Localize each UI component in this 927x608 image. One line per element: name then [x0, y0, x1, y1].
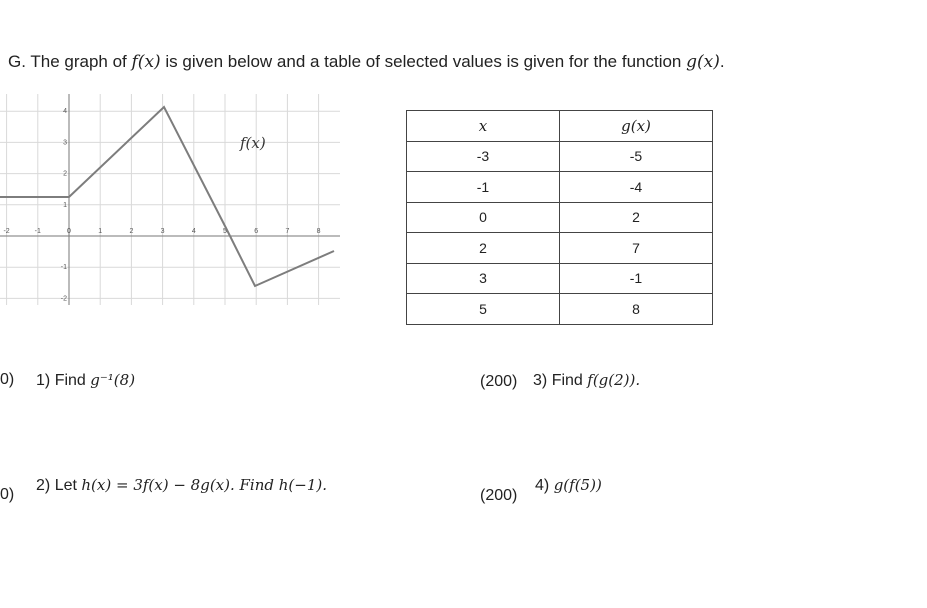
fx-label: f(x) — [240, 134, 266, 152]
fx-line — [0, 107, 334, 286]
header-text-a: The graph of — [30, 52, 127, 71]
problem-header — [8, 52, 725, 72]
x-cell: -1 — [407, 172, 560, 203]
question-1 — [36, 371, 135, 390]
x-tick-label: 4 — [191, 228, 196, 235]
table-header-row — [407, 111, 713, 142]
x-tick-label: 6 — [254, 228, 259, 235]
table-row — [407, 172, 713, 203]
q3-text: Find — [551, 372, 583, 389]
q1-points: 0) — [0, 371, 15, 388]
table-row — [407, 294, 713, 325]
q2-points: 0) — [0, 486, 15, 503]
g-values-table — [406, 110, 713, 325]
gx-cell: 8 — [560, 294, 713, 325]
x-tick-label: -1 — [34, 228, 41, 235]
y-tick-label: 3 — [63, 139, 67, 147]
x-cell: -3 — [407, 141, 560, 172]
x-tick-label: 3 — [160, 228, 165, 235]
table-row — [407, 202, 713, 233]
question-2 — [36, 476, 327, 495]
q4-expr: g(f(5)) — [553, 476, 602, 494]
question-3 — [533, 371, 640, 390]
x-cell: 3 — [407, 263, 560, 294]
q3-points: (200) — [480, 373, 518, 390]
fx-graph — [0, 92, 340, 307]
q1-number: 1) — [36, 372, 51, 389]
question-4 — [535, 476, 602, 495]
header-text-b: is given below and a table of selected values is given for the function — [165, 52, 682, 71]
header-x: x — [407, 111, 560, 142]
q2-number: 2) — [36, 477, 51, 494]
header-gx: g(x) — [560, 111, 713, 142]
gx-cell: -1 — [560, 263, 713, 294]
gx-cell: 7 — [560, 233, 713, 264]
q2-text: Let — [54, 477, 77, 494]
q1-text: Find — [54, 372, 86, 389]
x-tick-label: 5 — [223, 228, 227, 235]
x-tick-label: 8 — [316, 228, 321, 235]
y-tick-label: 2 — [63, 170, 67, 178]
section-label: G. — [8, 52, 26, 71]
x-tick-labels — [3, 228, 320, 235]
q4-number: 4) — [535, 477, 550, 494]
y-tick-label: -2 — [60, 295, 67, 303]
y-tick-label: 1 — [63, 201, 67, 209]
table-row — [407, 141, 713, 172]
gx-cell: 2 — [560, 202, 713, 233]
table-row — [407, 233, 713, 264]
q3-number: 3) — [533, 372, 548, 389]
gx-cell: -5 — [560, 141, 713, 172]
x-cell: 0 — [407, 202, 560, 233]
x-cell: 5 — [407, 294, 560, 325]
q1-expr: g⁻¹(8) — [90, 371, 136, 389]
q4-points: (200) — [480, 487, 518, 504]
header-fx: f(x) — [131, 52, 161, 72]
header-gx: g(x) — [686, 52, 720, 72]
x-tick-label: 2 — [129, 228, 134, 235]
x-tick-label: 7 — [285, 228, 290, 235]
y-tick-label: 4 — [63, 108, 67, 116]
x-tick-label: 1 — [98, 228, 103, 235]
x-cell: 2 — [407, 233, 560, 264]
x-tick-label: -2 — [3, 228, 10, 235]
grid-lines — [0, 94, 340, 305]
q2-expr: h(x) = 3f(x) − 8g(x). Find h(−1). — [81, 476, 328, 494]
gx-cell: -4 — [560, 172, 713, 203]
q3-expr: f(g(2)). — [587, 371, 641, 389]
header-end: . — [719, 52, 725, 71]
table-row — [407, 263, 713, 294]
y-tick-label: -1 — [60, 264, 67, 272]
x-tick-label: 0 — [67, 228, 71, 235]
